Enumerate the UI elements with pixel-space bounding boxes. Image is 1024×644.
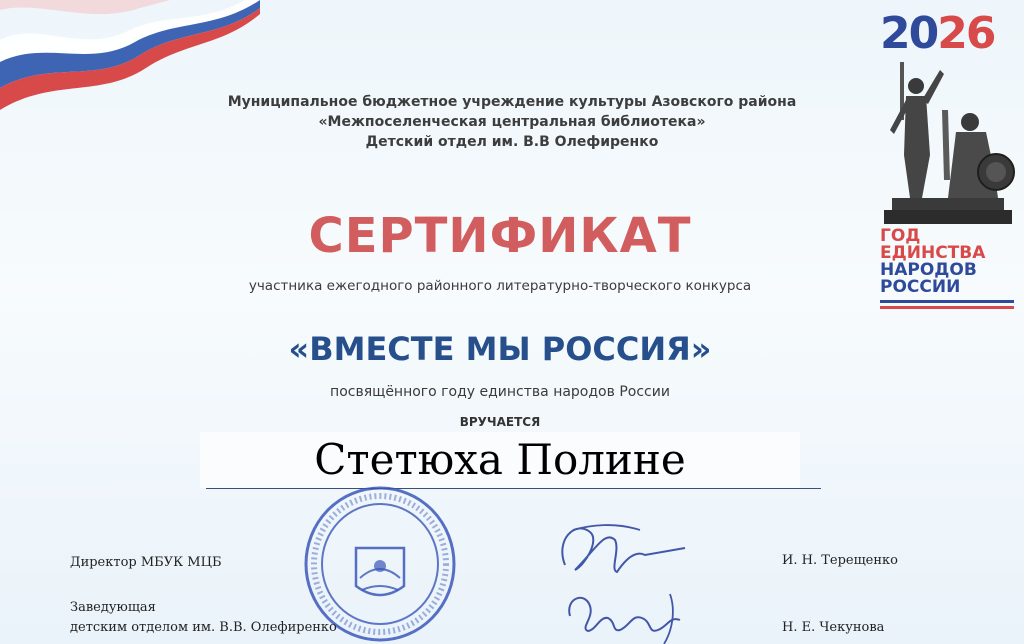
logo-year-prefix: 20	[880, 8, 938, 59]
head-signature	[560, 586, 700, 644]
head-name: Н. Е. Чекунова	[782, 620, 885, 635]
logo-year-suffix: 26	[937, 8, 995, 59]
head-title-line-1: Заведующая	[70, 600, 156, 615]
issuer-header	[0, 92, 1024, 152]
logo-stripe-red	[880, 306, 1014, 309]
certificate-subtitle: участника ежегодного районного литературно-творческого конкурса	[248, 278, 752, 294]
recipient-name: Стетюха Полине	[200, 432, 800, 488]
head-title-line-2: детским отделом им. В.В. Олефиренко	[70, 620, 337, 635]
contest-dedication: посвящённого году единства народов России	[330, 384, 670, 400]
certificate-title: СЕРТИФИКАТ	[308, 208, 692, 264]
logo-stripe-blue	[880, 300, 1014, 303]
director-title: Директор МБУК МЦБ	[70, 555, 222, 570]
awarded-label: ВРУЧАЕТСЯ	[459, 415, 541, 429]
recipient-underline	[206, 488, 821, 489]
director-signature	[545, 510, 695, 590]
contest-name: «ВМЕСТЕ МЫ РОССИЯ»	[288, 330, 712, 368]
issuer-line-2: «Межпоселенческая центральная библиотека»	[318, 114, 706, 130]
logo-caption	[880, 228, 985, 296]
logo-line-2: ЕДИНСТВА	[880, 243, 986, 263]
monument-icon	[878, 60, 1018, 225]
logo-year	[880, 8, 994, 59]
director-name: И. Н. Терещенко	[782, 553, 898, 568]
logo-line-1: ГОД	[880, 226, 921, 246]
issuer-line-3: Детский отдел им. В.В Олефиренко	[365, 134, 659, 150]
year-of-unity-logo	[878, 8, 1018, 328]
logo-line-3: НАРОДОВ	[880, 260, 977, 280]
issuer-line-1: Муниципальное бюджетное учреждение культуры Азовского района	[227, 94, 797, 110]
logo-line-4: РОССИИ	[880, 277, 961, 297]
